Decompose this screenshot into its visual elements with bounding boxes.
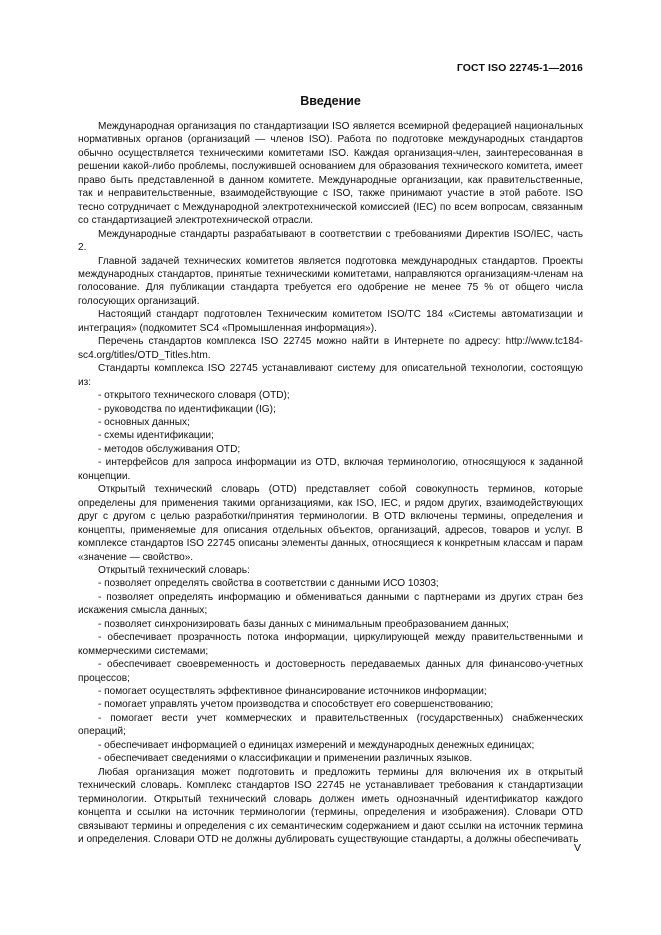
- list-item: - открытого технического словаря (OTD);: [98, 390, 290, 402]
- list-item: - интерфейсов для запроса информации из OTD, включая терминологию, относящуюся к заданной концепции.: [78, 457, 583, 482]
- paragraph: Стандарты комплекса ISO 22745 устанавливают систему для описательной технологии, состоящую из:: [78, 363, 583, 388]
- paragraph: Международные стандарты разрабатывают в соответствии с требованиями Директив ISO/IEC, часть 2.: [78, 228, 583, 254]
- list-item: - схемы идентификации;: [98, 430, 214, 442]
- section-title: Введение: [300, 94, 361, 108]
- paragraph: Перечень стандартов комплекса ISO 22745 можно найти в Интернете по адресу: http://www.tc184-sc4.org/titles/OTD_Titles.htm.: [78, 336, 583, 361]
- list-item: - обеспечивает своевременность и достоверность передаваемых данных для финансово-учетных процессов;: [78, 659, 583, 684]
- list-item: - позволяет определять свойства в соответствии с данными ИСО 10303;: [98, 578, 439, 590]
- paragraph: Открытый технический словарь (OTD) представляет собой совокупность терминов, которые определены для применения такими организациями, как ISO, IEC, и рядом других, взаимодействующих друг с другом с целью разработки/принятия терминологии. В OTD включены термины, определения и концепты, применяемые для описания отдельных объектов, организаций, адресов, товаров и услуг. В комплексе стандартов ISO 22745 описаны элементы данных, относящиеся к конкретным классам и парам «значение — свойство».: [78, 484, 583, 563]
- list-item: - помогает управлять учетом производства и способствует его совершенствованию;: [98, 699, 494, 711]
- list-item: - помогает вести учет коммерческих и правительственных (государственных) снабженческих операций;: [78, 712, 583, 738]
- paragraph: Настоящий стандарт подготовлен Техническим комитетом ISO/TC 184 «Системы автоматизации и интеграция» (подкомитет SC4 «Промышленная информация»).: [78, 309, 583, 334]
- paragraph: Международная организация по стандартизации ISO является всемирной федерацией национальных нормативных органов (организаций — членов ISO). Работа по подготовке международных стандартов обычно осуществляется техническими комитетами ISO. Каждая организация-член, заинтересованная в решении какой-либо проблемы, послужившей основанием для образования технического комитета, имеет право быть представленной в данном комитете. Международные организации, как правительственные, так и неправительственные, взаимодействующие с ISO, также принимают участие в этой работе. ISO тесно сотрудничает с Международной электротехнической комиссией (IEC) по всем вопросам, связанным со стандартизацией электротехнической отрасли.: [78, 121, 583, 227]
- paragraph: Любая организация может подготовить и предложить термины для включения их в открытый технический словарь. Комплекс стандартов ISO 22745 не устанавливает требования к стандартизации терминологии. Открытый технический словарь должен иметь однозначный идентификатор каждого концепта и ссылки на источник терминологии (термины, определения и изображения). Словари OTD связывают термины и определения с их семантическим содержанием и дают ссылки на источник термина и определения. Словари OTD не должны дублировать существующие стандарты, а должны обеспечивать: [78, 766, 583, 846]
- list-item: - позволяет определять информацию и обмениваться данными с партнерами из других стран без искажения смысла данных;: [78, 591, 583, 617]
- page-number: V: [573, 842, 581, 854]
- list-item: - методов обслуживания OTD;: [98, 443, 241, 455]
- list-item: - руководства по идентификации (IG);: [98, 403, 276, 415]
- paragraph: Главной задачей технических комитетов является подготовка международных стандартов. Проекты международных стандартов, принятые техническими комитетами, направляются организациям-членам на голосование. Для публикации стандарта требуется его одобрение не менее 75 % от общего числа голосующих организаций.: [78, 255, 583, 307]
- paragraph: Открытый технический словарь:: [98, 564, 250, 576]
- document-body: [78, 120, 583, 846]
- list-item: - основных данных;: [98, 416, 190, 428]
- list-item: - обеспечивает информацией о единицах измерений и международных денежных единицах;: [98, 739, 535, 751]
- list-item: - обеспечивает прозрачность потока информации, циркулирующей между правительственными и коммерческими системами;: [78, 632, 583, 657]
- list-item: - позволяет синхронизировать базы данных с минимальным преобразованием данных;: [98, 618, 509, 630]
- list-item: - помогает осуществлять эффективное финансирование источников информации;: [98, 686, 487, 698]
- document-code-header: ГОСТ ISO 22745-1—2016: [456, 62, 583, 74]
- list-item: - обеспечивает сведениями о классификации и применении различных языков.: [98, 753, 473, 765]
